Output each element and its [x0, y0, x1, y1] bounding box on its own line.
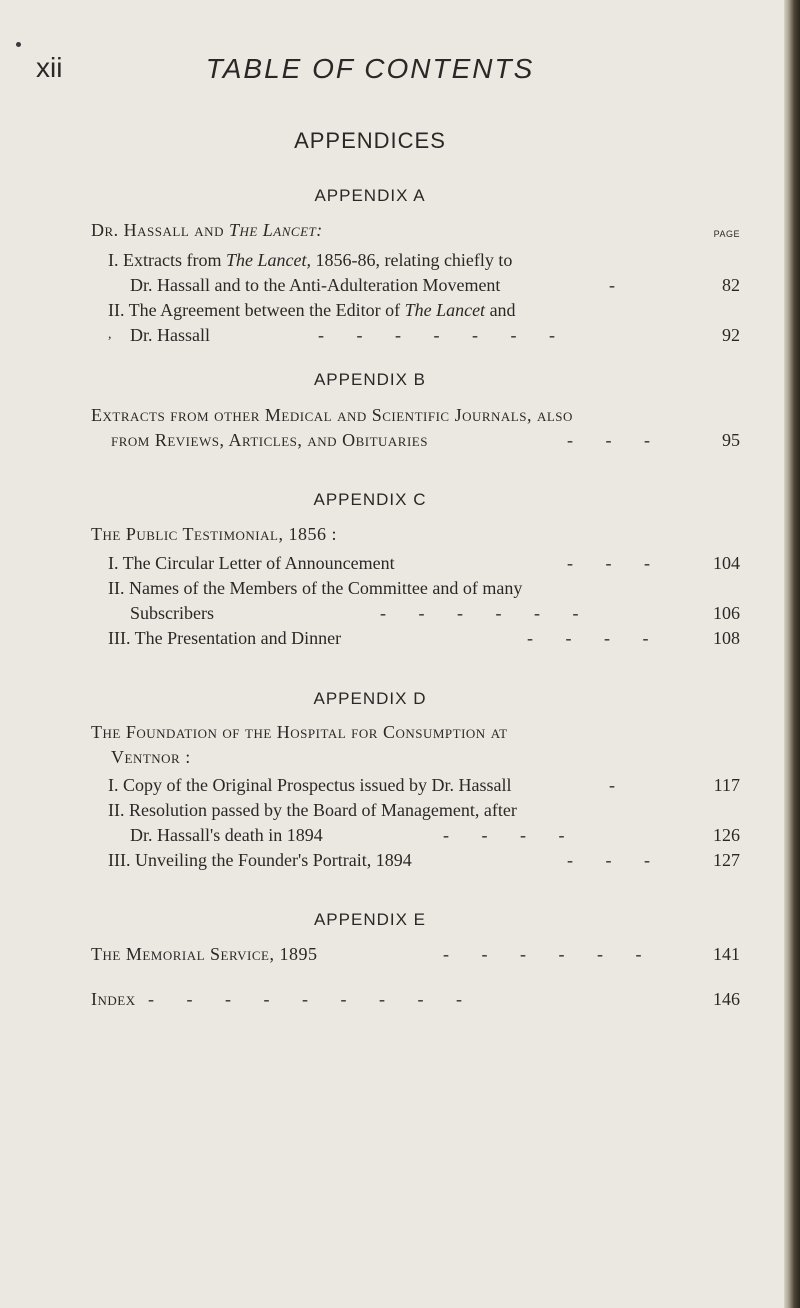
appendix-b-entry-cont [0, 428, 740, 452]
item-text: II. Names of the Members of the Committee and of many [108, 578, 523, 598]
item-text-rest: and [485, 300, 516, 320]
dot-leader: - - - - - - [443, 944, 656, 964]
appendix-a-item-1 [0, 248, 740, 272]
dot-leader: - [609, 775, 615, 795]
appendix-a-section [0, 218, 740, 242]
entry-text: The Memorial Service, 1895 [91, 944, 318, 964]
item-text: I. Extracts from [108, 250, 226, 270]
section-text: Ventnor : [111, 747, 191, 767]
dot-leader: - [609, 275, 615, 295]
index-entry [0, 987, 740, 1011]
section-text: The Foundation of the Hospital for Consumption at [91, 722, 508, 742]
dot-leader: - - - [567, 553, 664, 573]
appendix-e-entry [0, 942, 740, 966]
appendix-a-item-2 [0, 298, 740, 322]
page-number: 92 [722, 325, 740, 345]
dot-leader: - - - - - - - - - [148, 989, 476, 1009]
appendix-a-item-1-cont [0, 273, 740, 297]
section-italic-title: The Lancet: [228, 220, 323, 240]
appendix-b-heading: APPENDIX B [313, 370, 427, 389]
entry-text: from Reviews, Articles, and Obituaries [111, 430, 428, 450]
appendix-d-section-cont [0, 745, 740, 769]
page-edge-shadow [784, 0, 800, 1308]
entry-text: Index [91, 989, 136, 1009]
appendix-d-item-3 [0, 848, 740, 872]
page-number: 127 [713, 850, 740, 870]
page-number: 146 [713, 989, 740, 1009]
appendix-a-item-2-cont [0, 323, 740, 347]
dot-leader: - - - - [443, 825, 579, 845]
appendix-c-item-2-cont [0, 601, 740, 625]
page-number: 82 [722, 275, 740, 295]
stray-mark: , [108, 327, 112, 342]
appendix-d-section [0, 720, 740, 744]
page-title: APPENDICES [294, 128, 446, 153]
page-number: 106 [713, 603, 740, 623]
appendix-d-item-1 [0, 773, 740, 797]
item-text-rest: 1856-86, relating chiefly to [310, 250, 513, 270]
item-text: II. The Agreement between the Editor of [108, 300, 405, 320]
appendix-c-section [0, 522, 740, 546]
page-number: 108 [713, 628, 740, 648]
dot-leader: - - - - - - - [318, 325, 569, 345]
appendix-b-entry [0, 403, 740, 427]
appendix-c-heading: APPENDIX C [313, 490, 427, 509]
appendix-d-item-2 [0, 798, 740, 822]
page-folio: xii [36, 52, 63, 83]
item-italic: The Lancet [404, 300, 486, 320]
item-text: Subscribers [130, 603, 214, 623]
item-text: II. Resolution passed by the Board of Management, after [108, 800, 517, 820]
running-title: TABLE OF CONTENTS [205, 53, 535, 84]
margin-dot [16, 42, 21, 47]
item-text: I. The Circular Letter of Announcement [108, 553, 395, 573]
appendix-d-item-2-cont [0, 823, 740, 847]
appendix-a-heading: APPENDIX A [314, 186, 426, 205]
section-prefix: Dr. Hassall and [91, 220, 229, 240]
item-text: Dr. Hassall and to the Anti-Adulteration Movement [130, 275, 501, 295]
appendix-c-item-2 [0, 576, 740, 600]
dot-leader: - - - - [527, 628, 663, 648]
item-text: Dr. Hassall's death in 1894 [130, 825, 323, 845]
appendix-c-item-3 [0, 626, 740, 650]
item-text: I. Copy of the Original Prospectus issued by Dr. Hassall [108, 775, 512, 795]
item-text: III. Unveiling the Founder's Portrait, 1894 [108, 850, 412, 870]
item-italic: The Lancet, [225, 250, 311, 270]
page-column-label: PAGE [713, 229, 740, 239]
appendix-c-item-1 [0, 551, 740, 575]
entry-text: Extracts from other Medical and Scientific Journals, also [91, 405, 573, 425]
page-number: 117 [713, 775, 740, 795]
page-number: 95 [722, 430, 740, 450]
dot-leader: - - - [567, 850, 664, 870]
item-text: III. The Presentation and Dinner [108, 628, 342, 648]
dot-leader: - - - - - - [380, 603, 593, 623]
page-number: 126 [713, 825, 740, 845]
dot-leader: - - - [567, 430, 664, 450]
page-number: 141 [713, 944, 740, 964]
appendix-d-heading: APPENDIX D [313, 689, 427, 708]
appendix-e-heading: APPENDIX E [313, 910, 427, 929]
item-text: Dr. Hassall [130, 325, 210, 345]
page-number: 104 [713, 553, 740, 573]
section-text: The Public Testimonial, 1856 : [91, 524, 337, 544]
